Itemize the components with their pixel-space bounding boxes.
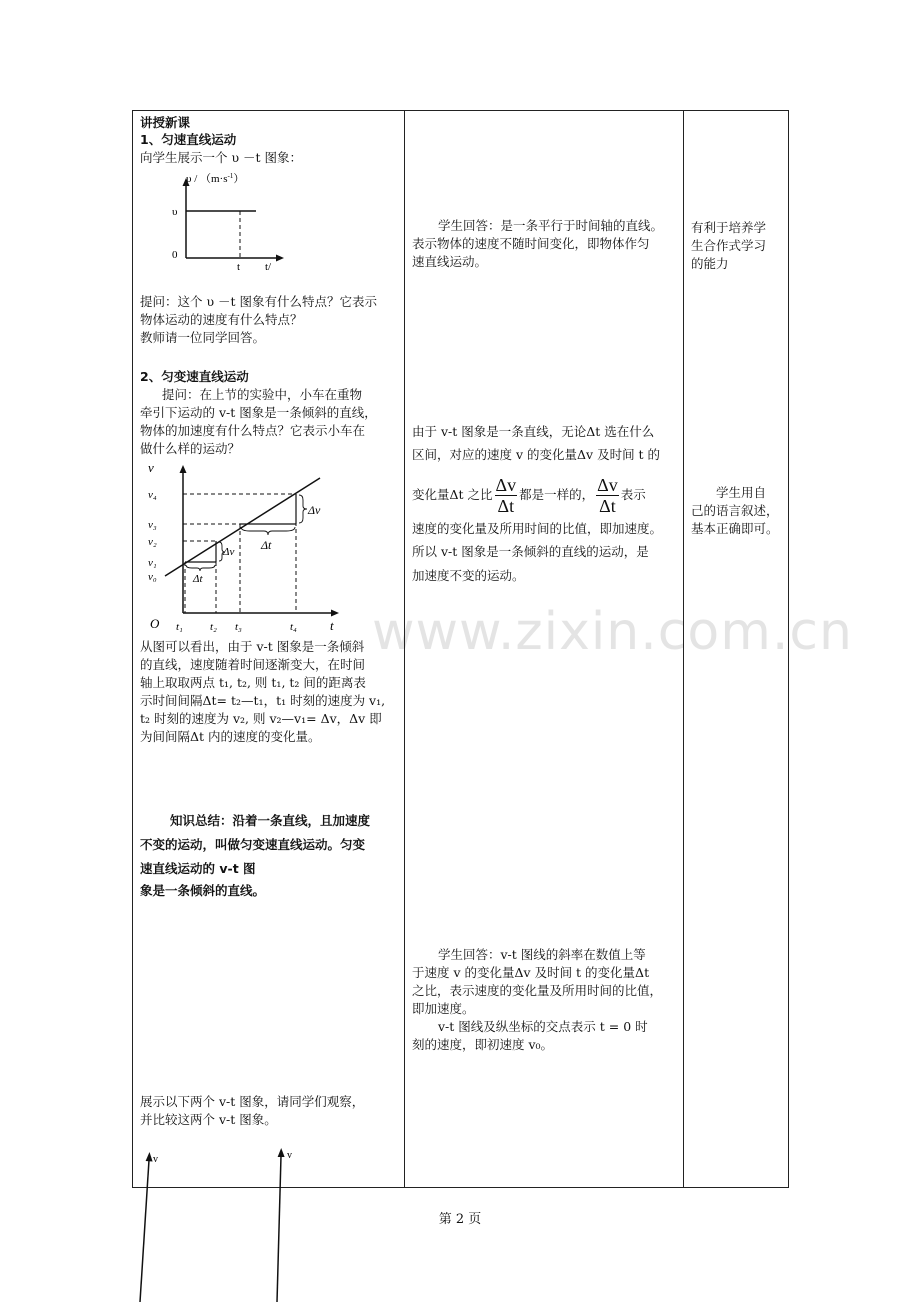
analysis-line: 加速度不变的运动。 bbox=[412, 568, 525, 583]
student-answer-2-line: 之比，表示速度的变化量及所用时间的比值， bbox=[412, 983, 663, 998]
column-divider bbox=[683, 111, 684, 1187]
design-note-2-line: 学生用自 bbox=[716, 485, 767, 500]
comparison-graph-1-arrow bbox=[146, 1152, 153, 1162]
graph1-y-label: $\upsilon / (m\cdot s^{-1})$ bbox=[186, 172, 245, 185]
graph2-t4-label: t₄ bbox=[290, 621, 297, 633]
design-note-2-line: 基本正确即可。 bbox=[691, 521, 779, 536]
analysis-line: 区间，对应的速度 v 的变化量Δv 及时间 t 的 bbox=[412, 447, 661, 462]
graph2-v-label: v bbox=[148, 460, 154, 475]
graph1-origin-label: 0 bbox=[172, 249, 178, 261]
fraction-numerator: Δv bbox=[597, 475, 618, 495]
graph2-v1-label: v₁ bbox=[148, 557, 157, 569]
design-note-2-line: 己的语言叙述， bbox=[691, 503, 779, 518]
uniform-motion-graph bbox=[160, 170, 300, 275]
student-answer-3-line: v-t 图线及纵坐标的交点表示 t = 0 时 bbox=[438, 1019, 648, 1034]
section-1-title: 1、匀速直线运动 bbox=[140, 132, 237, 147]
show-graphs-line: 并比较这两个 v-t 图象。 bbox=[140, 1112, 277, 1127]
explanation-line: 轴上取取两点 t₁, t₂, 则 t₁, t₂ 间的距离表 bbox=[140, 675, 366, 690]
graph2-t1-label: t₁ bbox=[176, 621, 183, 633]
comparison-graph-2-v-label: v bbox=[287, 1150, 292, 1161]
student-answer-2-line: 即加速度。 bbox=[412, 1001, 475, 1016]
delta-v-over-delta-t-fraction bbox=[596, 475, 619, 516]
graph2-t2-label: t₂ bbox=[210, 621, 217, 633]
student-answer-1-line: 学生回答：是一条平行于时间轴的直线。 bbox=[438, 218, 664, 233]
accelerated-motion-graph bbox=[140, 458, 350, 638]
graph1-t-axis-label: t/ bbox=[265, 261, 272, 273]
design-note-1-line: 生合作式学习 bbox=[691, 238, 767, 253]
graph2-small-dt-label: Δt bbox=[193, 573, 203, 585]
explanation-line: t₂ 时刻的速度为 v₂, 则 v₂—v₁= Δv，Δv 即 bbox=[140, 711, 382, 726]
analysis-line: 由于 v-t 图象是一条直线，无论Δt 选在什么 bbox=[412, 424, 655, 439]
design-note-1-line: 的能力 bbox=[691, 256, 729, 271]
graph2-t-axis-label: t bbox=[330, 618, 334, 633]
graph2-small-dv-label: Δv bbox=[223, 546, 235, 558]
graph2-y-arrow bbox=[180, 465, 187, 473]
student-answer-1-line: 表示物体的速度不随时间变化，即物体作匀 bbox=[412, 236, 650, 251]
question-2-line: 物体的加速度有什么特点？它表示小车在 bbox=[140, 423, 366, 438]
student-answer-2-line: 学生回答：v-t 图线的斜率在数值上等 bbox=[438, 947, 646, 962]
graph2-velocity-line bbox=[165, 478, 320, 576]
column-divider bbox=[404, 111, 405, 1187]
analysis-text: 变化量Δt 之比 bbox=[412, 487, 493, 502]
graph2-large-dv-brace bbox=[299, 495, 307, 523]
graph2-v4-label: v₄ bbox=[148, 489, 157, 501]
graph2-v3-label: v₃ bbox=[148, 519, 157, 531]
summary-line: 不变的运动，叫做匀变速直线运动。匀变 bbox=[140, 837, 366, 852]
student-answer-3-line: 刻的速度，即初速度 v₀。 bbox=[412, 1037, 554, 1052]
summary-line: 知识总结：沿着一条直线，且加速度 bbox=[170, 813, 371, 828]
graph2-v0-label: v₀ bbox=[148, 571, 157, 583]
question-2-line: 提问：在上节的实验中，小车在重物 bbox=[162, 387, 363, 402]
graph2-v2-label: v₂ bbox=[148, 536, 157, 548]
comparison-graph-2-arrow bbox=[278, 1148, 285, 1157]
student-answer-2-line: 于速度 v 的变化量Δv 及时间 t 的变化量Δt bbox=[412, 965, 650, 980]
student-answer-1-line: 速直线运动。 bbox=[412, 254, 488, 269]
graph2-large-dv-label: Δv bbox=[308, 503, 321, 517]
section-2-title: 2、匀变速直线运动 bbox=[140, 369, 249, 384]
summary-line: 象是一条倾斜的直线。 bbox=[140, 883, 266, 898]
graph2-x-arrow bbox=[331, 610, 339, 617]
analysis-fraction-line bbox=[412, 468, 646, 522]
comparison-graph-1-axis bbox=[140, 1160, 149, 1302]
watermark: www.zixin.com.cn bbox=[372, 602, 853, 662]
fraction-denominator: Δt bbox=[497, 496, 515, 516]
section-heading: 讲授新课 bbox=[140, 115, 191, 130]
question-1-line: 提问：这个 υ －t 图象有什么特点？它表示 bbox=[140, 294, 378, 309]
graph1-v-label: υ bbox=[172, 206, 178, 218]
question-2-line: 牵引下运动的 v-t 图象是一条倾斜的直线， bbox=[140, 405, 377, 420]
analysis-line: 速度的变化量及所用时间的比值，即加速度。 bbox=[412, 521, 663, 536]
graph2-large-dt-brace bbox=[241, 527, 295, 535]
explanation-line: 示时间间隔Δt= t₂—t₁，t₁ 时刻的速度为 v₁, bbox=[140, 693, 386, 708]
analysis-line: 所以 v-t 图象是一条倾斜的直线的运动，是 bbox=[412, 544, 649, 559]
graph1-x-arrow bbox=[276, 255, 284, 262]
graph2-small-dt-brace bbox=[186, 565, 215, 571]
question-2-line: 做什么样的运动？ bbox=[140, 441, 241, 456]
graph1-t-label: t bbox=[237, 261, 241, 273]
delta-v-over-delta-t-fraction bbox=[495, 475, 518, 516]
question-1-line: 物体运动的速度有什么特点？ bbox=[140, 312, 303, 327]
page-number: 第 2 页 bbox=[438, 1212, 482, 1227]
explanation-line: 的直线，速度随着时间逐渐变大，在时间 bbox=[140, 657, 366, 672]
show-graphs-line: 展示以下两个 v-t 图象，请同学们观察， bbox=[140, 1094, 365, 1109]
explanation-line: 从图可以看出，由于 v-t 图象是一条倾斜 bbox=[140, 639, 365, 654]
graph2-origin-label: O bbox=[150, 616, 160, 631]
fraction-denominator: Δt bbox=[599, 496, 616, 516]
analysis-text: 表示 bbox=[620, 487, 646, 502]
analysis-text: 都是一样的， bbox=[519, 487, 595, 502]
question-1-line: 教师请一位同学回答。 bbox=[140, 330, 266, 345]
design-note-1-line: 有利于培养学 bbox=[691, 220, 767, 235]
comparison-graph-1-v-label: v bbox=[153, 1154, 158, 1165]
section-1-intro: 向学生展示一个 υ －t 图象： bbox=[140, 150, 303, 165]
comparison-graph-2-axis bbox=[277, 1156, 281, 1302]
fraction-numerator: Δv bbox=[495, 475, 517, 495]
graph2-t3-label: t₃ bbox=[235, 621, 242, 633]
summary-line: 速直线运动的 v-t 图 bbox=[140, 861, 256, 876]
explanation-line: 为间间隔Δt 内的速度的变化量。 bbox=[140, 729, 321, 744]
graph2-large-dt-label: Δt bbox=[261, 538, 272, 552]
